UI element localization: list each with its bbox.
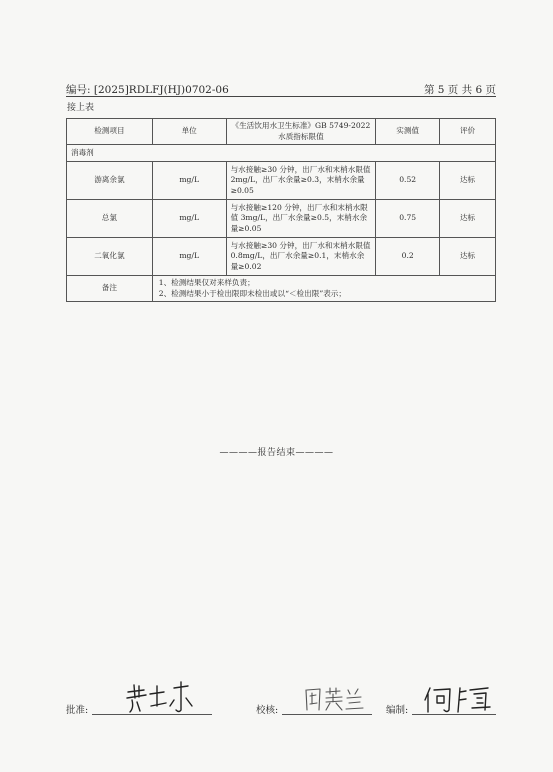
section-row bbox=[67, 145, 496, 162]
header-standard: 《生活饮用水卫生标准》GB 5749-2022 水质指标限值 bbox=[226, 119, 376, 145]
report-number: 编号: [2025]RDLFJ(HJ)0702-06 bbox=[66, 84, 229, 96]
signature-row bbox=[66, 698, 496, 718]
approve-line bbox=[92, 714, 212, 715]
approve-signature bbox=[124, 680, 204, 714]
report-end-text: ————报告结束———— bbox=[219, 448, 334, 458]
row-evaluation: 达标 bbox=[440, 162, 496, 200]
check-label: 校核: bbox=[256, 705, 279, 716]
header-measured: 实测值 bbox=[376, 119, 440, 145]
row-measured: 0.52 bbox=[376, 162, 440, 200]
table-header-row bbox=[67, 119, 496, 145]
row-unit: mg/L bbox=[152, 238, 226, 276]
row-unit: mg/L bbox=[152, 200, 226, 238]
continued-label: 接上表 bbox=[67, 103, 95, 113]
section-label: 消毒剂 bbox=[67, 145, 496, 162]
row-measured: 0.2 bbox=[376, 238, 440, 276]
page-number: 第 5 页 共 6 页 bbox=[423, 84, 496, 96]
header-item: 检测项目 bbox=[67, 119, 153, 145]
row-evaluation: 达标 bbox=[440, 238, 496, 276]
row-item: 二氧化氯 bbox=[67, 238, 153, 276]
header-unit: 单位 bbox=[152, 119, 226, 145]
row-item: 游离余氯 bbox=[67, 162, 153, 200]
row-item: 总氯 bbox=[67, 200, 153, 238]
table-row bbox=[67, 162, 496, 200]
header-evaluation: 评价 bbox=[440, 119, 496, 145]
row-unit: mg/L bbox=[152, 162, 226, 200]
notes-cell bbox=[152, 276, 495, 302]
notes-label: 备注 bbox=[67, 276, 153, 302]
page-header bbox=[66, 82, 496, 97]
check-signature bbox=[302, 684, 368, 714]
notes-row bbox=[67, 276, 496, 302]
note-line: 2、检测结果小于检出限即未检出或以“＜检出限”表示； bbox=[158, 288, 346, 298]
table-row bbox=[67, 200, 496, 238]
check-line bbox=[282, 714, 372, 715]
compile-signature bbox=[422, 682, 494, 716]
row-measured: 0.75 bbox=[376, 200, 440, 238]
row-standard: 与水接触≥30 分钟，出厂水和末梢水限值 2mg/L，出厂水余量≥0.3，末梢水余量≥0.05 bbox=[226, 162, 376, 200]
row-standard: 与水接触≥30 分钟，出厂水和末梢水限值 0.8mg/L，出厂水余量≥0.1，末梢水余量≥0.02 bbox=[226, 238, 376, 276]
compile-label: 编制: bbox=[386, 705, 409, 716]
row-standard: 与水接触≥120 分钟，出厂水和末梢水限值 3mg/L，出厂水余量≥0.5，末梢水余量≥0.05 bbox=[226, 200, 376, 238]
results-table bbox=[66, 118, 496, 302]
row-evaluation: 达标 bbox=[440, 200, 496, 238]
approve-label: 批准: bbox=[66, 705, 89, 716]
note-line: 1、检测结果仅对来样负责； bbox=[158, 278, 255, 288]
table-row bbox=[67, 238, 496, 276]
